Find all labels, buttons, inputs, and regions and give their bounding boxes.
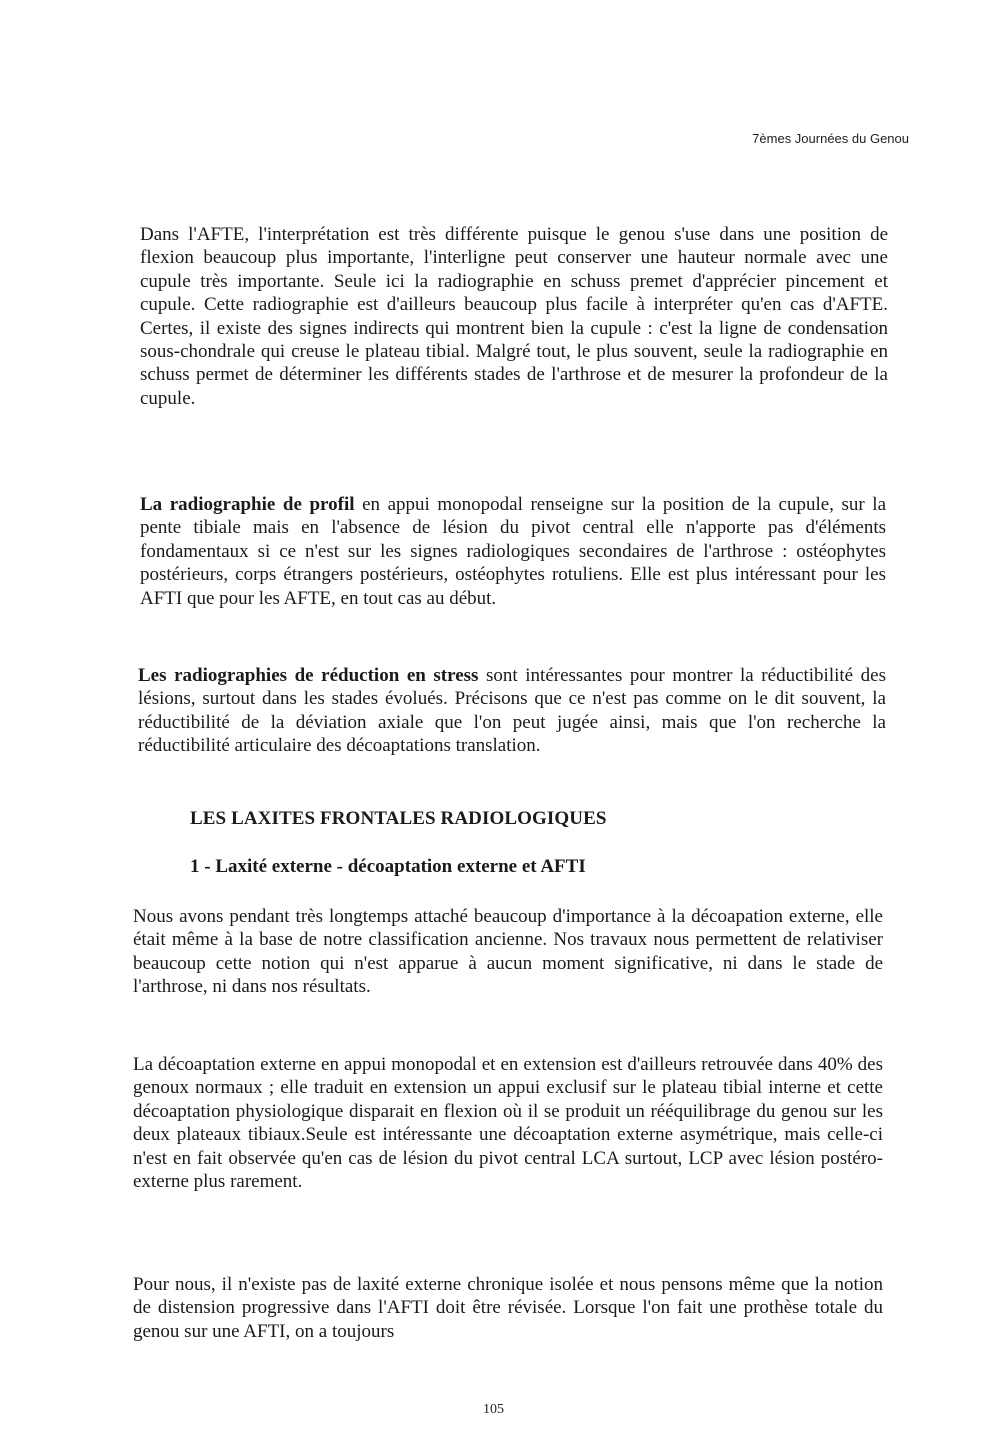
bold-lead-in: Les radiographies de réduction en stress	[138, 665, 479, 686]
paragraph-afte-interpretation: Dans l'AFTE, l'interprétation est très différente puisque le genou s'use dans une position de flexion beaucoup plus importante, l'interligne peut conserver une hauteur normale avec une cupule très importante. Seule ici la radiographie en schuss premet d'apprécier pincement et cupule. Cette radiographie est d'ailleurs beaucoup plus facile à interpréter qu'en cas d'AFTE. Certes, il existe des signes indirects qui montrent bien la cupule : c'est la ligne de condensation sous-chondrale qui creuse le plateau tibial. Malgré tout, le plus souvent, seule la radiographie en schuss permet de déterminer les différents stades de l'arthrose et de mesurer la profondeur de la cupule.	[140, 224, 888, 409]
paragraph-decoaptation-externe: La décoaptation externe en appui monopodal et en extension est d'ailleurs retrouvée dans 40% des genoux normaux ; elle traduit en extension un appui exclusif sur le plateau tibial interne et cette décoaptation physiologique disparait en flexion où il se produit un rééquilibrage du genou sur les deux plateaux tibiaux.Seule est intéressante une décoaptation externe asymétrique, mais celle-ci n'est en fait observée qu'en cas de lésion du pivot central LCA surtout, LCP avec lésion postéro-externe plus rarement.	[133, 1054, 883, 1193]
paragraph-text: en appui monopodal renseigne sur la position de la cupule, sur la pente tibiale mais en l'absence de lésion du pivot central elle n'apporte pas d'éléments fondamentaux si ce n'est sur les signes radiologiques secondaires de l'arthrose : ostéophytes postérieurs, corps étrangers postérieurs, ostéophytes rotuliens. Elle est plus intéressant pour les AFTI que pour les AFTE, en tout cas au début.	[140, 494, 886, 609]
paragraph-radiographies-stress	[138, 664, 886, 758]
page-number: 105	[483, 1402, 504, 1417]
paragraph-radiographie-profil	[140, 493, 886, 610]
section-heading: LES LAXITES FRONTALES RADIOLOGIQUES	[190, 808, 607, 829]
paragraph-decoaptation-importance: Nous avons pendant très longtemps attaché beaucoup d'importance à la décoapation externe, elle était même à la base de notre classification ancienne. Nos travaux nous permettent de relativiser beaucoup cette notion qui n'est apparue à aucun moment significative, ni dans le stade de l'arthrose, ni dans nos résultats.	[133, 906, 883, 998]
subsection-heading: 1 - Laxité externe - décoaptation externe et AFTI	[190, 856, 586, 877]
paragraph-text: sont intéressantes pour montrer la réductibilité des lésions, surtout dans les stades évolués. Précisons que ce n'est pas comme on le dit souvent, la réductibilité de la déviation axiale que l'on peut jugée ainsi, mais que l'on recherche la réductibilité articulaire des décoaptations translation.	[138, 665, 887, 757]
bold-lead-in: La radiographie de profil	[140, 494, 355, 515]
running-header: 7èmes Journées du Genou	[752, 131, 909, 146]
paragraph-laxite-chronique: Pour nous, il n'existe pas de laxité externe chronique isolée et nous pensons même que la notion de distension progressive dans l'AFTI doit être révisée. Lorsque l'on fait une prothèse totale du genou sur une AFTI, on a toujours	[133, 1274, 883, 1342]
